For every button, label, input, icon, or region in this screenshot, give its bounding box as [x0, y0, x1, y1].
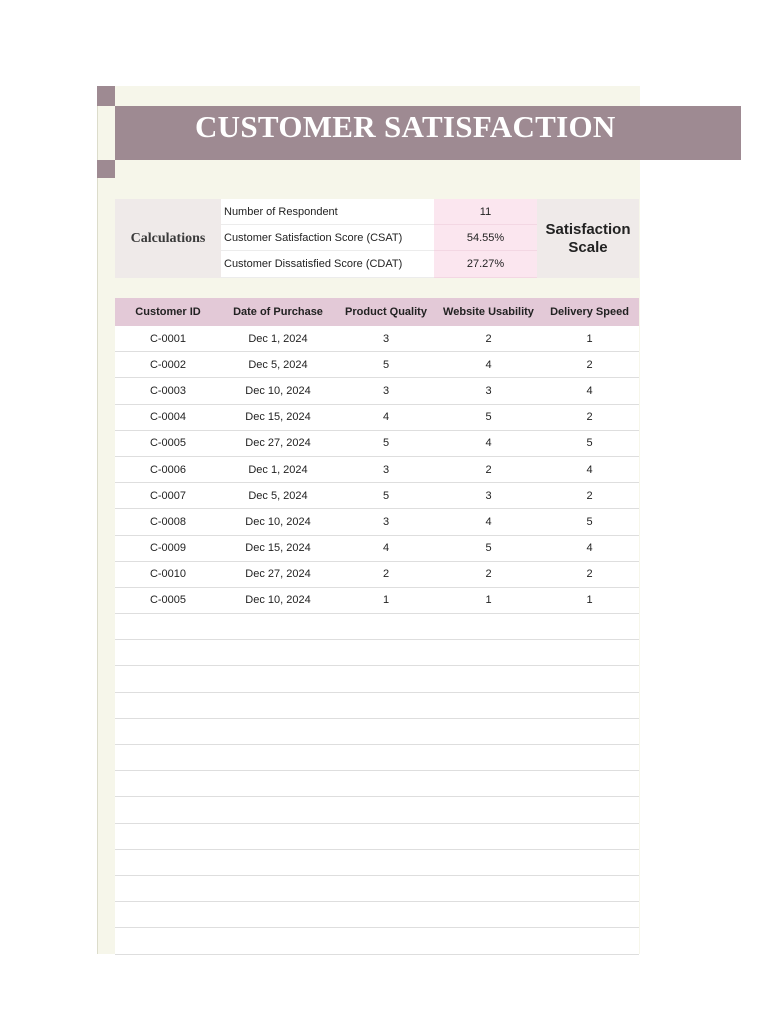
cell-customer-id[interactable] [115, 876, 221, 901]
table-body [115, 326, 639, 955]
cell-customer-id[interactable] [115, 850, 221, 875]
cell-website-usability[interactable]: 5 [485, 411, 492, 424]
cell-delivery-speed[interactable] [540, 928, 639, 953]
cell-customer-id[interactable] [115, 824, 221, 849]
cell-date-of-purchase[interactable]: Dec 5, 2024 [248, 358, 308, 371]
table-row [115, 876, 639, 902]
cell-customer-id[interactable] [115, 614, 221, 639]
cell-customer-id[interactable]: C-0006 [149, 463, 187, 476]
table-row [115, 326, 639, 352]
cell-product-quality[interactable] [335, 902, 437, 927]
cell-delivery-speed[interactable] [540, 666, 639, 691]
cell-date-of-purchase[interactable]: Dec 27, 2024 [245, 568, 311, 581]
cell-delivery-speed[interactable] [540, 797, 639, 822]
cell-date-of-purchase[interactable]: Dec 15, 2024 [245, 411, 311, 424]
page-title: CUSTOMER SATISFACTION [195, 109, 616, 144]
decorative-square-top [97, 86, 115, 106]
calculations-label: Calculations [115, 199, 221, 278]
cell-customer-id[interactable] [115, 640, 221, 665]
table-row [115, 562, 639, 588]
cell-product-quality[interactable]: 5 [382, 489, 390, 502]
table-row [115, 509, 639, 535]
cell-customer-id[interactable]: C-0010 [149, 568, 187, 581]
cell-website-usability[interactable] [437, 745, 540, 770]
cell-product-quality[interactable] [335, 614, 437, 639]
table-row [115, 405, 639, 431]
cell-website-usability[interactable]: 4 [485, 358, 492, 371]
column-header-delivery-speed[interactable]: Delivery Speed [550, 306, 629, 318]
cell-customer-id[interactable]: C-0005 [149, 594, 187, 607]
cell-product-quality[interactable]: 4 [382, 542, 390, 555]
cell-website-usability[interactable] [437, 797, 540, 822]
cell-date-of-purchase[interactable]: Dec 10, 2024 [245, 384, 311, 397]
cell-customer-id[interactable] [115, 719, 221, 744]
cell-date-of-purchase[interactable] [221, 666, 335, 691]
cell-delivery-speed[interactable]: 2 [586, 489, 593, 502]
cell-website-usability[interactable] [437, 850, 540, 875]
cell-date-of-purchase[interactable] [221, 640, 335, 665]
cell-date-of-purchase[interactable] [221, 797, 335, 822]
cell-product-quality[interactable]: 5 [382, 437, 390, 450]
cell-customer-id[interactable]: C-0001 [149, 332, 187, 345]
cell-delivery-speed[interactable] [540, 745, 639, 770]
cell-product-quality[interactable] [335, 693, 437, 718]
cell-date-of-purchase[interactable] [221, 902, 335, 927]
table-row [115, 797, 639, 823]
calc-label-csat[interactable]: Customer Satisfaction Score (CSAT) [221, 225, 434, 251]
cell-date-of-purchase[interactable] [221, 824, 335, 849]
calc-label-cdat[interactable]: Customer Dissatisfied Score (CDAT) [221, 251, 434, 278]
cell-delivery-speed[interactable]: 2 [586, 411, 593, 424]
cell-customer-id[interactable]: C-0004 [149, 411, 187, 424]
cell-product-quality[interactable]: 2 [382, 568, 390, 581]
cell-date-of-purchase[interactable]: Dec 5, 2024 [248, 489, 308, 502]
satisfaction-scale-label: Satisfaction Scale [537, 199, 639, 278]
cell-product-quality[interactable] [335, 850, 437, 875]
cell-date-of-purchase[interactable]: Dec 1, 2024 [248, 332, 308, 345]
cell-customer-id[interactable]: C-0009 [149, 542, 187, 555]
table-row [115, 771, 639, 797]
cell-customer-id[interactable] [115, 797, 221, 822]
cell-delivery-speed[interactable]: 4 [586, 384, 593, 397]
cell-website-usability[interactable] [437, 902, 540, 927]
cell-product-quality[interactable] [335, 719, 437, 744]
cell-delivery-speed[interactable]: 5 [586, 437, 593, 450]
title-banner [115, 106, 741, 160]
cell-product-quality[interactable] [335, 928, 437, 953]
table-row [115, 378, 639, 404]
cell-customer-id[interactable]: C-0007 [149, 489, 187, 502]
cell-date-of-purchase[interactable] [221, 876, 335, 901]
cell-website-usability[interactable] [437, 824, 540, 849]
table-row [115, 614, 639, 640]
cell-delivery-speed[interactable] [540, 771, 639, 796]
cell-delivery-speed[interactable]: 1 [586, 594, 593, 607]
cell-website-usability[interactable]: 5 [485, 542, 492, 555]
cell-website-usability[interactable] [437, 666, 540, 691]
table-row [115, 352, 639, 378]
data-table [115, 298, 639, 955]
cell-date-of-purchase[interactable] [221, 850, 335, 875]
table-row [115, 588, 639, 614]
cell-product-quality[interactable] [335, 797, 437, 822]
cell-website-usability[interactable]: 4 [485, 515, 492, 528]
column-header-website-usability[interactable]: Website Usability [443, 306, 534, 318]
cell-date-of-purchase[interactable] [221, 614, 335, 639]
table-row [115, 850, 639, 876]
cell-customer-id[interactable] [115, 745, 221, 770]
cell-date-of-purchase[interactable]: Dec 10, 2024 [245, 594, 311, 607]
cell-website-usability[interactable] [437, 771, 540, 796]
calc-value-cdat[interactable]: 27.27% [434, 251, 537, 278]
table-row [115, 640, 639, 666]
table-row [115, 666, 639, 692]
calc-value-respondents[interactable]: 11 [434, 199, 537, 225]
cell-delivery-speed[interactable] [540, 640, 639, 665]
cell-customer-id[interactable] [115, 666, 221, 691]
decorative-square-bottom [97, 160, 115, 178]
cell-customer-id[interactable]: C-0003 [149, 384, 187, 397]
cell-date-of-purchase[interactable] [221, 928, 335, 953]
cell-product-quality[interactable] [335, 640, 437, 665]
cell-product-quality[interactable] [335, 745, 437, 770]
cell-customer-id[interactable] [115, 771, 221, 796]
table-row [115, 483, 639, 509]
table-row [115, 693, 639, 719]
cell-customer-id[interactable]: C-0005 [149, 437, 187, 450]
cell-product-quality[interactable] [335, 771, 437, 796]
cell-product-quality[interactable]: 4 [382, 411, 390, 424]
cell-delivery-speed[interactable]: 5 [586, 515, 593, 528]
cell-delivery-speed[interactable]: 4 [586, 463, 593, 476]
cell-delivery-speed[interactable] [540, 850, 639, 875]
cell-website-usability[interactable] [437, 719, 540, 744]
cell-date-of-purchase[interactable]: Dec 10, 2024 [245, 515, 311, 528]
cell-product-quality[interactable] [335, 876, 437, 901]
table-row [115, 824, 639, 850]
calc-value-csat[interactable]: 54.55% [434, 225, 537, 251]
cell-website-usability[interactable]: 3 [485, 489, 492, 502]
table-row [115, 902, 639, 928]
cell-product-quality[interactable] [335, 824, 437, 849]
cell-website-usability[interactable]: 4 [485, 437, 492, 450]
cell-product-quality[interactable]: 3 [382, 515, 390, 528]
cell-customer-id[interactable]: C-0002 [149, 358, 187, 371]
table-row [115, 431, 639, 457]
column-header-customer-id[interactable]: Customer ID [135, 306, 201, 318]
cell-delivery-speed[interactable]: 2 [586, 568, 593, 581]
cell-product-quality[interactable]: 3 [382, 463, 390, 476]
table-row [115, 457, 639, 483]
table-header-row [115, 298, 639, 326]
cell-date-of-purchase[interactable]: Dec 1, 2024 [248, 463, 308, 476]
cell-delivery-speed[interactable] [540, 876, 639, 901]
cell-delivery-speed[interactable] [540, 614, 639, 639]
table-row [115, 745, 639, 771]
cell-date-of-purchase[interactable]: Dec 27, 2024 [245, 437, 311, 450]
cell-website-usability[interactable]: 2 [485, 568, 492, 581]
column-header-product-quality[interactable]: Product Quality [345, 306, 427, 318]
cell-delivery-speed[interactable] [540, 719, 639, 744]
cell-delivery-speed[interactable]: 2 [586, 358, 593, 371]
cell-product-quality[interactable] [335, 666, 437, 691]
cell-website-usability[interactable] [437, 693, 540, 718]
cell-website-usability[interactable] [437, 614, 540, 639]
table-row [115, 719, 639, 745]
cell-website-usability[interactable] [437, 876, 540, 901]
cell-delivery-speed[interactable] [540, 902, 639, 927]
cell-customer-id[interactable] [115, 902, 221, 927]
cell-date-of-purchase[interactable] [221, 693, 335, 718]
cell-product-quality[interactable]: 1 [382, 594, 390, 607]
cell-customer-id[interactable] [115, 693, 221, 718]
cell-product-quality[interactable]: 3 [382, 332, 390, 345]
cell-website-usability[interactable] [437, 640, 540, 665]
cell-product-quality[interactable]: 3 [382, 384, 390, 397]
cell-delivery-speed[interactable] [540, 693, 639, 718]
cell-website-usability[interactable]: 1 [485, 594, 492, 607]
cell-date-of-purchase[interactable] [221, 771, 335, 796]
cell-date-of-purchase[interactable] [221, 745, 335, 770]
cell-product-quality[interactable]: 5 [382, 358, 390, 371]
cell-website-usability[interactable]: 2 [485, 463, 492, 476]
cell-delivery-speed[interactable]: 1 [586, 332, 593, 345]
cell-website-usability[interactable]: 2 [485, 332, 492, 345]
cell-website-usability[interactable] [437, 928, 540, 953]
cell-delivery-speed[interactable]: 4 [586, 542, 593, 555]
cell-customer-id[interactable] [115, 928, 221, 953]
cell-date-of-purchase[interactable]: Dec 15, 2024 [245, 542, 311, 555]
cell-customer-id[interactable]: C-0008 [149, 515, 187, 528]
table-row [115, 928, 639, 954]
column-header-date-of-purchase[interactable]: Date of Purchase [233, 306, 323, 318]
cell-date-of-purchase[interactable] [221, 719, 335, 744]
cell-website-usability[interactable]: 3 [485, 384, 492, 397]
calc-label-respondents[interactable]: Number of Respondent [221, 199, 434, 225]
cell-delivery-speed[interactable] [540, 824, 639, 849]
table-row [115, 536, 639, 562]
